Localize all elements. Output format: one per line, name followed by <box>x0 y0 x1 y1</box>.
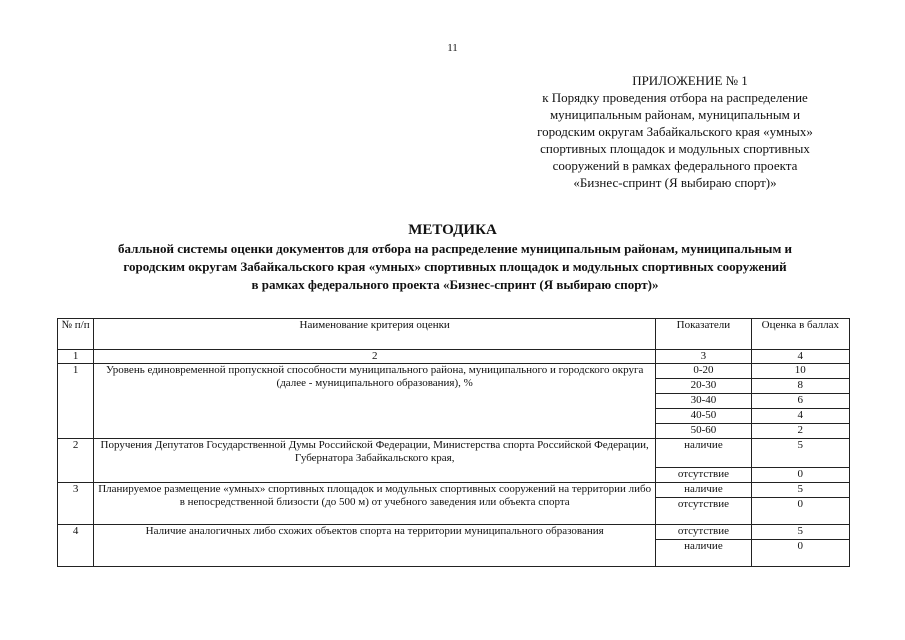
criterion-number: 4 <box>58 525 94 567</box>
appendix-line: «Бизнес-спринт (Я выбираю спорт)» <box>573 175 777 190</box>
appendix-line: к Порядку проведения отбора на распределение <box>542 90 808 105</box>
subtitle-line: в рамках федерального проекта «Бизнес-спринт (Я выбираю спорт)» <box>251 277 659 292</box>
score-cell: 5 <box>751 483 849 498</box>
score-cell: 10 <box>751 364 849 379</box>
indicator-cell: отсутствие <box>656 498 751 525</box>
column-number-row <box>58 350 850 364</box>
indicator-cell: 50-60 <box>656 424 751 439</box>
score-cell: 2 <box>751 424 849 439</box>
column-number: 4 <box>751 350 849 364</box>
column-number: 1 <box>58 350 94 364</box>
score-cell: 5 <box>751 439 849 468</box>
score-cell: 8 <box>751 379 849 394</box>
page-number: 11 <box>447 42 458 54</box>
score-cell: 0 <box>751 540 849 567</box>
column-number: 3 <box>656 350 751 364</box>
indicator-cell: 0-20 <box>656 364 751 379</box>
criteria-table <box>57 318 850 567</box>
header-indicators: Показатели <box>656 319 751 350</box>
appendix-line: городским округам Забайкальского края «умных» <box>537 124 813 139</box>
appendix-line: сооружений в рамках федерального проекта <box>552 158 798 173</box>
indicator-cell: наличие <box>656 483 751 498</box>
score-cell: 0 <box>751 498 849 525</box>
appendix-line: муниципальным районам, муниципальным и <box>549 107 801 122</box>
criterion-name: Уровень единовременной пропускной способности муниципального района, муниципального и городского округа (далее - муниципального образования), % <box>94 364 656 439</box>
score-cell: 5 <box>751 525 849 540</box>
appendix-line: спортивных площадок и модульных спортивных <box>540 141 810 156</box>
header-score: Оценка в баллах <box>751 319 849 350</box>
indicator-cell: отсутствие <box>656 468 751 483</box>
score-cell: 6 <box>751 394 849 409</box>
indicator-cell: отсутствие <box>656 525 751 540</box>
column-number: 2 <box>94 350 656 364</box>
score-cell: 4 <box>751 409 849 424</box>
table-row <box>58 525 850 540</box>
criterion-number: 3 <box>58 483 94 525</box>
criterion-number: 2 <box>58 439 94 483</box>
indicator-cell: 30-40 <box>656 394 751 409</box>
indicator-cell: наличие <box>656 439 751 468</box>
indicator-cell: наличие <box>656 540 751 567</box>
criterion-name: Наличие аналогичных либо схожих объектов спорта на территории муниципального образования <box>94 525 656 567</box>
document-subtitle <box>55 240 855 294</box>
table-header-row <box>58 319 850 350</box>
subtitle-line: городским округам Забайкальского края «умных» спортивных площадок и модульных спортивных сооружений <box>123 259 787 274</box>
criterion-name: Планируемое размещение «умных» спортивных площадок и модульных спортивных сооружений на территории либо в непосредственной близости (до 500 м) от учебного заведения или объекта спорта <box>94 483 656 525</box>
table-row <box>58 483 850 498</box>
indicator-cell: 20-30 <box>656 379 751 394</box>
score-cell: 0 <box>751 468 849 483</box>
indicator-cell: 40-50 <box>656 409 751 424</box>
header-number: № п/п <box>58 319 94 350</box>
criterion-number: 1 <box>58 364 94 439</box>
table-row <box>58 364 850 379</box>
table-row <box>58 439 850 468</box>
appendix-heading: ПРИЛОЖЕНИЕ № 1 <box>632 73 748 88</box>
subtitle-line: балльной системы оценки документов для отбора на распределение муниципальным районам, муниципальным и <box>117 241 793 256</box>
document-title: МЕТОДИКА <box>408 222 497 238</box>
criterion-name: Поручения Депутатов Государственной Думы Российской Федерации, Министерства спорта Российской Федерации, Губернатора Забайкальского края, <box>94 439 656 483</box>
appendix-block <box>500 72 850 191</box>
header-criterion: Наименование критерия оценки <box>94 319 656 350</box>
